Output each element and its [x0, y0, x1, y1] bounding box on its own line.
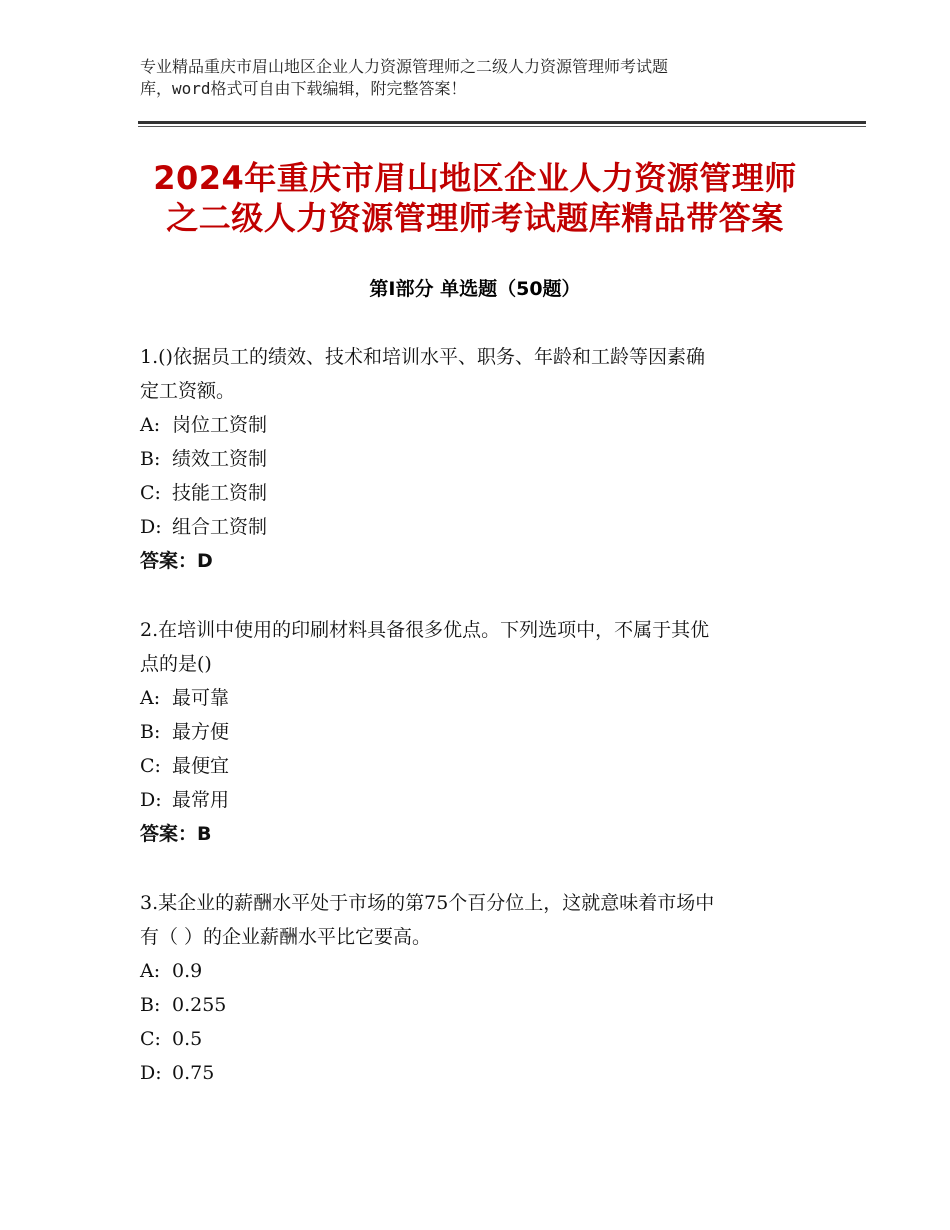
option-key: B: [140, 448, 161, 470]
header-note-line-1: 专业精品重庆市眉山地区企业人力资源管理师之二级人力资源管理师考试题 [140, 57, 669, 76]
option-key: A: [140, 687, 161, 709]
option-text: 最常用 [172, 789, 230, 811]
document-title-line-2: 之二级人力资源管理师考试题库精品带答案 [166, 199, 784, 237]
option-b [140, 988, 820, 1022]
question-text-line: 有（ ）的企业薪酬水平比它要高。 [140, 926, 432, 948]
question-text-line: 3.某企业的薪酬水平处于市场的第75个百分位上，这就意味着市场中 [140, 892, 715, 914]
option-a [140, 681, 820, 715]
question-3 [140, 886, 820, 1090]
option-d [140, 510, 820, 544]
option-a [140, 954, 820, 988]
section-heading: 第Ⅰ部分 单选题（50题） [369, 278, 581, 300]
option-key: C: [140, 755, 161, 777]
option-text: 最方便 [172, 721, 230, 743]
header-note-line-2: 库，word格式可自由下载编辑，附完整答案！ [140, 79, 467, 98]
option-key: A: [140, 960, 161, 982]
option-text: 绩效工资制 [172, 448, 268, 470]
option-text: 最便宜 [172, 755, 230, 777]
question-text-line: 1.()依据员工的绩效、技术和培训水平、职务、年龄和工龄等因素确 [140, 346, 705, 368]
header-rule-thin [138, 126, 866, 127]
option-c [140, 749, 820, 783]
question-2 [140, 613, 820, 851]
option-key: B: [140, 721, 161, 743]
option-key: D: [140, 789, 162, 811]
answer-line: 答案：D [140, 550, 213, 572]
option-text: 0.9 [172, 960, 203, 982]
option-key: D: [140, 1062, 162, 1084]
option-d [140, 783, 820, 817]
option-text: 岗位工资制 [172, 414, 268, 436]
question-text [140, 613, 820, 681]
question-text-line: 定工资额。 [140, 380, 236, 402]
option-text: 0.255 [172, 994, 227, 1016]
header-note [140, 56, 780, 100]
option-key: C: [140, 482, 161, 504]
option-text: 组合工资制 [172, 516, 268, 538]
option-text: 最可靠 [172, 687, 230, 709]
answer-line: 答案：B [140, 823, 212, 845]
option-b [140, 715, 820, 749]
option-a [140, 408, 820, 442]
option-d [140, 1056, 820, 1090]
option-b [140, 442, 820, 476]
document-title-line-1: 2024年重庆市眉山地区企业人力资源管理师 [153, 159, 797, 197]
question-text-line: 点的是() [140, 653, 212, 675]
option-c [140, 476, 820, 510]
option-text: 技能工资制 [172, 482, 268, 504]
option-key: D: [140, 516, 162, 538]
option-key: C: [140, 1028, 161, 1050]
question-text-line: 2.在培训中使用的印刷材料具备很多优点。下列选项中，不属于其优 [140, 619, 710, 641]
document-title [110, 158, 840, 238]
option-key: B: [140, 994, 161, 1016]
question-1 [140, 340, 820, 578]
question-text [140, 886, 820, 954]
option-key: A: [140, 414, 161, 436]
header-rule-thick [138, 121, 866, 124]
option-c [140, 1022, 820, 1056]
option-text: 0.75 [172, 1062, 215, 1084]
question-text [140, 340, 820, 408]
option-text: 0.5 [172, 1028, 203, 1050]
